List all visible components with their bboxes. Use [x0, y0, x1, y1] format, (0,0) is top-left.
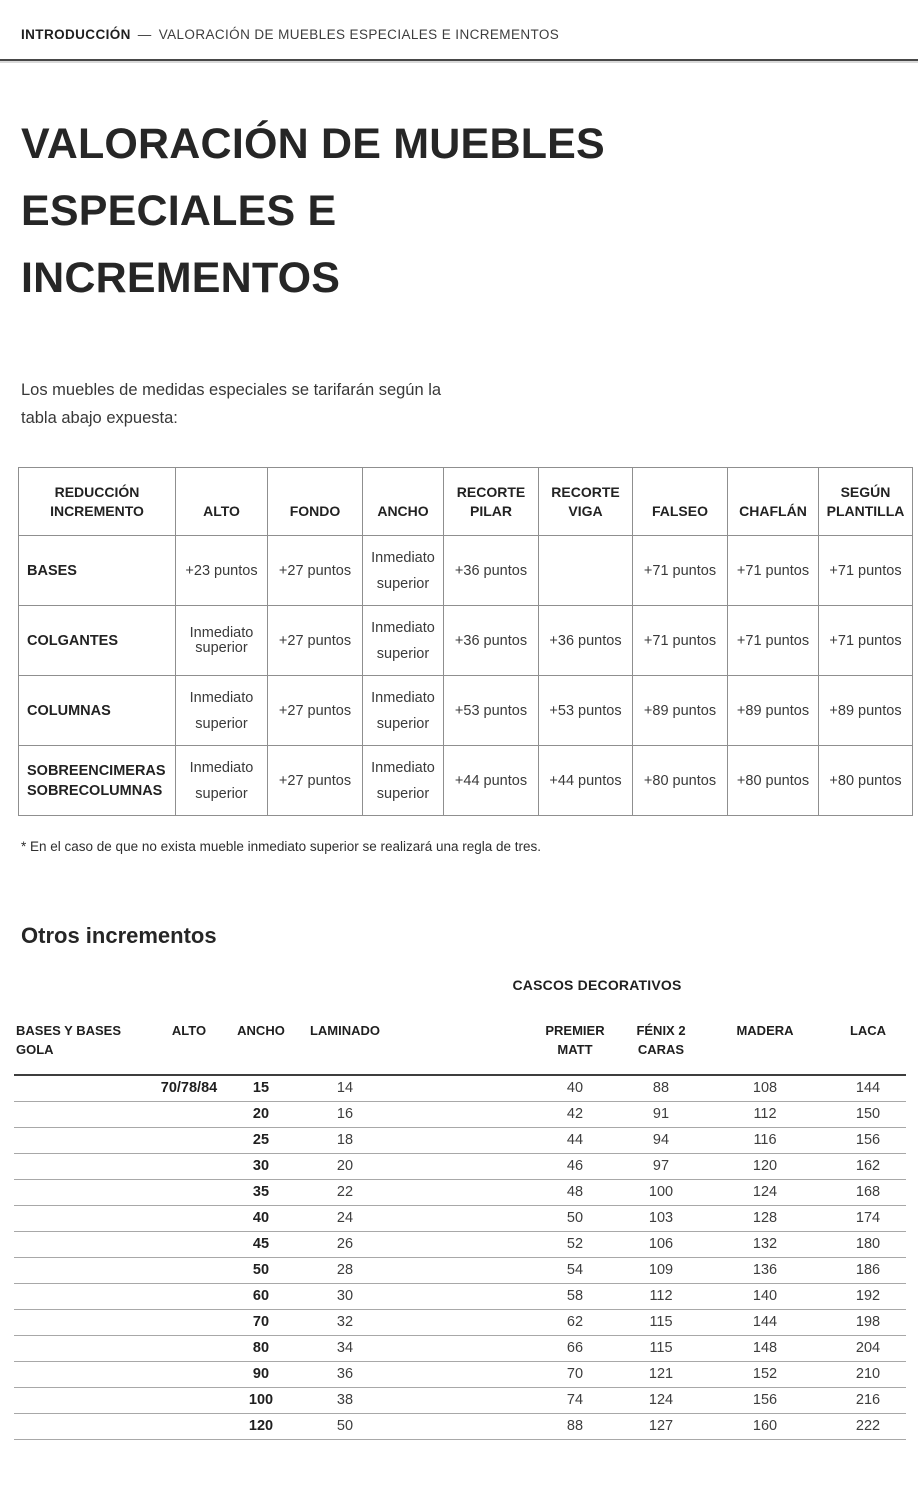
t1-header-recorte-viga: RECORTE VIGA — [539, 468, 633, 536]
header-divider — [0, 59, 918, 63]
cell-fenix_2_caras: 94 — [652, 1132, 670, 1148]
spacer-cell — [392, 1309, 528, 1335]
table-row — [14, 1361, 906, 1387]
cell: Inmediato superior — [363, 676, 444, 746]
t2-header-madera: MADERA — [736, 1023, 794, 1038]
cell-ancho: 70 — [252, 1314, 270, 1330]
cell-alto — [154, 1127, 224, 1153]
cell-alto — [154, 1361, 224, 1387]
cell: +71 puntos — [633, 606, 728, 676]
other-increments-heading: Otros incrementos — [21, 923, 217, 948]
cell: Inmediato superior — [363, 606, 444, 676]
cell-laca: 168 — [855, 1184, 881, 1200]
table-row — [14, 1075, 906, 1101]
cell: +71 puntos — [819, 536, 913, 606]
cell-laca: 144 — [855, 1080, 881, 1097]
cell-laminado: 34 — [336, 1340, 354, 1356]
spacer-column — [392, 1019, 528, 1075]
breadcrumb-separator: — — [137, 27, 152, 42]
t1-header-falseo: FALSEO — [633, 468, 728, 536]
cell-alto — [154, 1231, 224, 1257]
cell-laminado: 20 — [336, 1158, 354, 1174]
cell-ancho: 45 — [252, 1236, 270, 1252]
cell-premier_matt: 70 — [566, 1366, 584, 1382]
cell-laminado: 14 — [336, 1080, 354, 1097]
t1-header-recorte-pilar: RECORTE PILAR — [444, 468, 539, 536]
cell-ancho: 50 — [252, 1262, 270, 1278]
cell — [539, 536, 633, 606]
row-label: SOBREENCIMERAS SOBRECOLUMNAS — [19, 746, 176, 816]
cell-alto — [154, 1205, 224, 1231]
cell-alto — [154, 1283, 224, 1309]
cell-ancho: 30 — [252, 1158, 270, 1174]
t2-header-premier-matt: PREMIER MATT — [545, 1023, 605, 1057]
cell-premier_matt: 54 — [566, 1262, 584, 1278]
cell-premier_matt: 44 — [566, 1132, 584, 1148]
cell-alto — [154, 1335, 224, 1361]
table-row-columnas — [19, 676, 913, 746]
cell: +71 puntos — [819, 606, 913, 676]
cell-bases-gola — [14, 1257, 154, 1283]
table-row — [14, 1101, 906, 1127]
other-increments-table — [14, 1019, 906, 1440]
cell: +27 puntos — [268, 676, 363, 746]
table-row-bases — [19, 536, 913, 606]
cell: +80 puntos — [819, 746, 913, 816]
cell-fenix_2_caras: 97 — [652, 1158, 670, 1174]
cell-fenix_2_caras: 106 — [648, 1236, 674, 1252]
footnote: * En el caso de que no exista mueble inmediato superior se realizará una regla de tres. — [21, 839, 542, 854]
table-row — [14, 1283, 906, 1309]
cell: +53 puntos — [539, 676, 633, 746]
cell-ancho: 40 — [252, 1210, 270, 1226]
t1-header-ancho: ANCHO — [363, 468, 444, 536]
cell-bases-gola — [14, 1387, 154, 1413]
cell-laminado: 30 — [336, 1288, 354, 1304]
cell-ancho: 35 — [252, 1184, 270, 1200]
cell-premier_matt: 40 — [566, 1080, 584, 1097]
row-label: BASES — [19, 536, 176, 606]
cell-fenix_2_caras: 91 — [652, 1106, 670, 1122]
row-label: COLGANTES — [19, 606, 176, 676]
cell-fenix_2_caras: 115 — [649, 1314, 673, 1330]
cell-madera: 116 — [753, 1132, 777, 1148]
cell-ancho: 60 — [252, 1288, 270, 1304]
spacer-cell — [392, 1413, 528, 1439]
table-row-sobreencimeras-sobrecolumnas — [19, 746, 913, 816]
cell-madera: 136 — [752, 1262, 778, 1278]
table-row — [14, 1335, 906, 1361]
spacer-cell — [392, 1153, 528, 1179]
cell: +89 puntos — [819, 676, 913, 746]
table-row-colgantes — [19, 606, 913, 676]
spacer-cell — [392, 1387, 528, 1413]
cell-madera: 156 — [752, 1392, 778, 1408]
t2-header-alto: ALTO — [171, 1023, 207, 1038]
cell-alto — [154, 1153, 224, 1179]
cell: Inmediato superior — [363, 746, 444, 816]
cell-premier_matt: 46 — [566, 1158, 584, 1174]
cell: +23 puntos — [176, 536, 268, 606]
special-table-header-row — [19, 468, 913, 536]
cell-bases-gola — [14, 1361, 154, 1387]
cell-madera: 140 — [752, 1288, 778, 1304]
cell-ancho: 25 — [252, 1132, 270, 1148]
breadcrumb-section: INTRODUCCIÓN — [21, 27, 131, 42]
cell: +44 puntos — [539, 746, 633, 816]
cell-alto — [154, 1179, 224, 1205]
cascos-decorativos-label: CASCOS DECORATIVOS — [512, 977, 682, 993]
table-row — [14, 1413, 906, 1439]
cell-laca: 162 — [855, 1158, 881, 1174]
cell-alto — [154, 1101, 224, 1127]
cell: +53 puntos — [444, 676, 539, 746]
table-row — [14, 1179, 906, 1205]
cell-premier_matt: 50 — [566, 1210, 584, 1226]
other-table-header-row — [14, 1019, 906, 1075]
cell-ancho: 15 — [252, 1080, 270, 1097]
cell-madera: 148 — [752, 1340, 778, 1356]
spacer-cell — [392, 1335, 528, 1361]
cell-laca: 198 — [855, 1314, 881, 1330]
t2-header-ancho: ANCHO — [237, 1023, 285, 1038]
cell: +89 puntos — [633, 676, 728, 746]
cell: +80 puntos — [633, 746, 728, 816]
t2-header-bases-y-bases-gola: BASES Y BASES GOLA — [16, 1023, 122, 1057]
cell-alto — [154, 1413, 224, 1439]
cell-premier_matt: 88 — [566, 1418, 584, 1434]
cell-fenix_2_caras: 88 — [652, 1080, 670, 1097]
cell: +71 puntos — [728, 606, 819, 676]
cell-laca: 210 — [855, 1366, 881, 1382]
cell-madera: 132 — [752, 1236, 778, 1252]
cell: Inmediato superior — [176, 606, 268, 676]
cell-ancho: 120 — [248, 1418, 274, 1434]
table-row — [14, 1231, 906, 1257]
cell-laminado: 26 — [336, 1236, 354, 1252]
cell-alto — [154, 1309, 224, 1335]
spacer-cell — [392, 1127, 528, 1153]
cell: +27 puntos — [268, 606, 363, 676]
cell-laca: 192 — [855, 1288, 881, 1304]
cell: +36 puntos — [444, 536, 539, 606]
cell-laca: 186 — [855, 1262, 881, 1278]
cell-bases-gola — [14, 1075, 154, 1101]
cell: +71 puntos — [728, 536, 819, 606]
table-row — [14, 1153, 906, 1179]
cell: +27 puntos — [268, 536, 363, 606]
cell: +44 puntos — [444, 746, 539, 816]
spacer-cell — [392, 1257, 528, 1283]
t2-header-laminado: LAMINADO — [309, 1023, 381, 1038]
cell-bases-gola — [14, 1179, 154, 1205]
cell: +89 puntos — [728, 676, 819, 746]
cell-ancho: 90 — [252, 1366, 270, 1382]
cell-ancho: 80 — [252, 1340, 270, 1356]
spacer-cell — [392, 1205, 528, 1231]
cell-bases-gola — [14, 1413, 154, 1439]
spacer-cell — [392, 1231, 528, 1257]
breadcrumb-page: VALORACIÓN DE MUEBLES ESPECIALES E INCREMENTOS — [158, 27, 560, 42]
cell-laca: 150 — [855, 1106, 881, 1122]
cell-fenix_2_caras: 115 — [649, 1340, 673, 1356]
cell-laca: 216 — [855, 1392, 881, 1408]
cell-madera: 112 — [753, 1106, 777, 1122]
cell-alto — [154, 1257, 224, 1283]
cell-fenix_2_caras: 103 — [648, 1210, 674, 1226]
row-label: COLUMNAS — [19, 676, 176, 746]
cell-premier_matt: 74 — [566, 1392, 584, 1408]
cell-premier_matt: 66 — [566, 1340, 584, 1356]
table-row — [14, 1309, 906, 1335]
spacer-cell — [392, 1283, 528, 1309]
cell-laminado: 22 — [336, 1184, 354, 1200]
cell-laminado: 38 — [336, 1392, 354, 1408]
t1-header-segun-plantilla: SEGÚN PLANTILLA — [819, 468, 913, 536]
cell-bases-gola — [14, 1101, 154, 1127]
cell-ancho: 20 — [252, 1106, 270, 1122]
cell-madera: 144 — [752, 1314, 778, 1330]
special-furniture-table — [18, 467, 913, 816]
cell-madera: 152 — [752, 1366, 778, 1382]
cell-laminado: 24 — [336, 1210, 354, 1226]
spacer-cell — [392, 1101, 528, 1127]
cell: +27 puntos — [268, 746, 363, 816]
cell-bases-gola — [14, 1283, 154, 1309]
cell-laminado: 50 — [336, 1418, 354, 1434]
cell-fenix_2_caras: 112 — [649, 1288, 673, 1304]
cell-madera: 120 — [752, 1158, 778, 1174]
cell-madera: 160 — [752, 1418, 778, 1434]
t1-header-alto: ALTO — [176, 468, 268, 536]
cell-laca: 180 — [855, 1236, 881, 1252]
cell-laminado: 16 — [336, 1106, 354, 1122]
cell-madera: 128 — [752, 1210, 778, 1226]
cell-laca: 222 — [855, 1418, 881, 1434]
cell-bases-gola — [14, 1205, 154, 1231]
cell: Inmediato superior — [176, 676, 268, 746]
cell-alto: 70/78/84 — [160, 1080, 218, 1097]
cell: +36 puntos — [444, 606, 539, 676]
cell-fenix_2_caras: 124 — [648, 1392, 674, 1408]
t1-header-chaflan: CHAFLÁN — [728, 468, 819, 536]
page-title: VALORACIÓN DE MUEBLES ESPECIALES E INCREMENTOS — [21, 120, 605, 302]
cell-bases-gola — [14, 1127, 154, 1153]
cell-laminado: 36 — [336, 1366, 354, 1382]
cell-bases-gola — [14, 1153, 154, 1179]
t2-header-fenix-2-caras: FÉNIX 2 CARAS — [636, 1023, 686, 1057]
cell-premier_matt: 48 — [566, 1184, 584, 1200]
cell-fenix_2_caras: 121 — [648, 1366, 674, 1382]
t2-header-laca: LACA — [849, 1023, 887, 1038]
cell-fenix_2_caras: 109 — [648, 1262, 674, 1278]
cell-laca: 174 — [855, 1210, 881, 1226]
cell: +80 puntos — [728, 746, 819, 816]
cell-alto — [154, 1387, 224, 1413]
cell: Inmediato superior — [363, 536, 444, 606]
intro-paragraph: Los muebles de medidas especiales se tarifarán según la tabla abajo expuesta: — [21, 381, 442, 427]
cell-bases-gola — [14, 1309, 154, 1335]
breadcrumb — [0, 0, 918, 42]
spacer-cell — [392, 1075, 528, 1101]
cell-bases-gola — [14, 1231, 154, 1257]
table-row — [14, 1127, 906, 1153]
t1-header-fondo: FONDO — [268, 468, 363, 536]
cell: +36 puntos — [539, 606, 633, 676]
cell-laminado: 18 — [336, 1132, 354, 1148]
cell-madera: 108 — [752, 1080, 778, 1097]
cell-laca: 156 — [855, 1132, 881, 1148]
cell-laca: 204 — [855, 1340, 881, 1356]
spacer-cell — [392, 1179, 528, 1205]
table-row — [14, 1257, 906, 1283]
table-row — [14, 1387, 906, 1413]
cell-premier_matt: 58 — [566, 1288, 584, 1304]
cell-laminado: 28 — [336, 1262, 354, 1278]
cell-bases-gola — [14, 1335, 154, 1361]
cell-fenix_2_caras: 127 — [648, 1418, 674, 1434]
cell: Inmediato superior — [176, 746, 268, 816]
cell-ancho: 100 — [248, 1392, 274, 1408]
cell-premier_matt: 52 — [566, 1236, 584, 1252]
cell: +71 puntos — [633, 536, 728, 606]
cell-laminado: 32 — [336, 1314, 354, 1330]
cell-madera: 124 — [752, 1184, 778, 1200]
t1-header-reduccion-incremento: REDUCCIÓN INCREMENTO — [19, 468, 176, 536]
cell-fenix_2_caras: 100 — [648, 1184, 674, 1200]
cell-premier_matt: 42 — [566, 1106, 584, 1122]
table-row — [14, 1205, 906, 1231]
spacer-cell — [392, 1361, 528, 1387]
cell-premier_matt: 62 — [566, 1314, 584, 1330]
